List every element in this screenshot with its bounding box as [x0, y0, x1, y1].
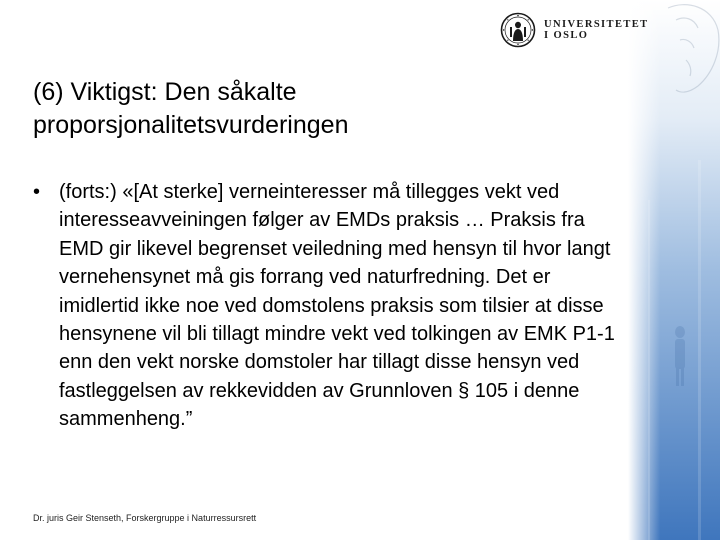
university-seal-icon — [500, 12, 536, 48]
bullet-text: (forts:) «[At sterke] verneinteresser må tillegges vekt ved interesseavveiningen følger av EMDs praksis … Praksis fra EMD gir likevel begrenset veiledning med hensyn til hvor langt vernehensynet må gis forrang ved naturfredning. Det er imidlertid ikke noe ved domstolens praksis som tilsier at disse hensynene vil bli tillagt mindre vekt ved tolkingen av EMK P1-1 enn den vekt norske domstoler har tillagt disse hensyn ved fastleggelsen av rekkevidden av Grunnloven § 105 i denne sammenheng.” — [59, 181, 615, 431]
bullet-item — [33, 178, 633, 434]
decorative-side-band — [628, 0, 720, 540]
slide-title: (6) Viktigst: Den såkalte proporsjonalitetsvurderingen — [33, 78, 349, 139]
side-band-graphic — [628, 0, 720, 540]
logo-line-1: UNIVERSITETET — [544, 18, 649, 30]
logo-wordmark — [544, 19, 649, 41]
slide-footer: Dr. juris Geir Stenseth, Forskergruppe i Naturressursrett — [33, 513, 257, 523]
logo-line-2: I OSLO — [544, 30, 589, 41]
bullet-marker: • — [33, 181, 41, 203]
university-logo — [500, 12, 649, 48]
